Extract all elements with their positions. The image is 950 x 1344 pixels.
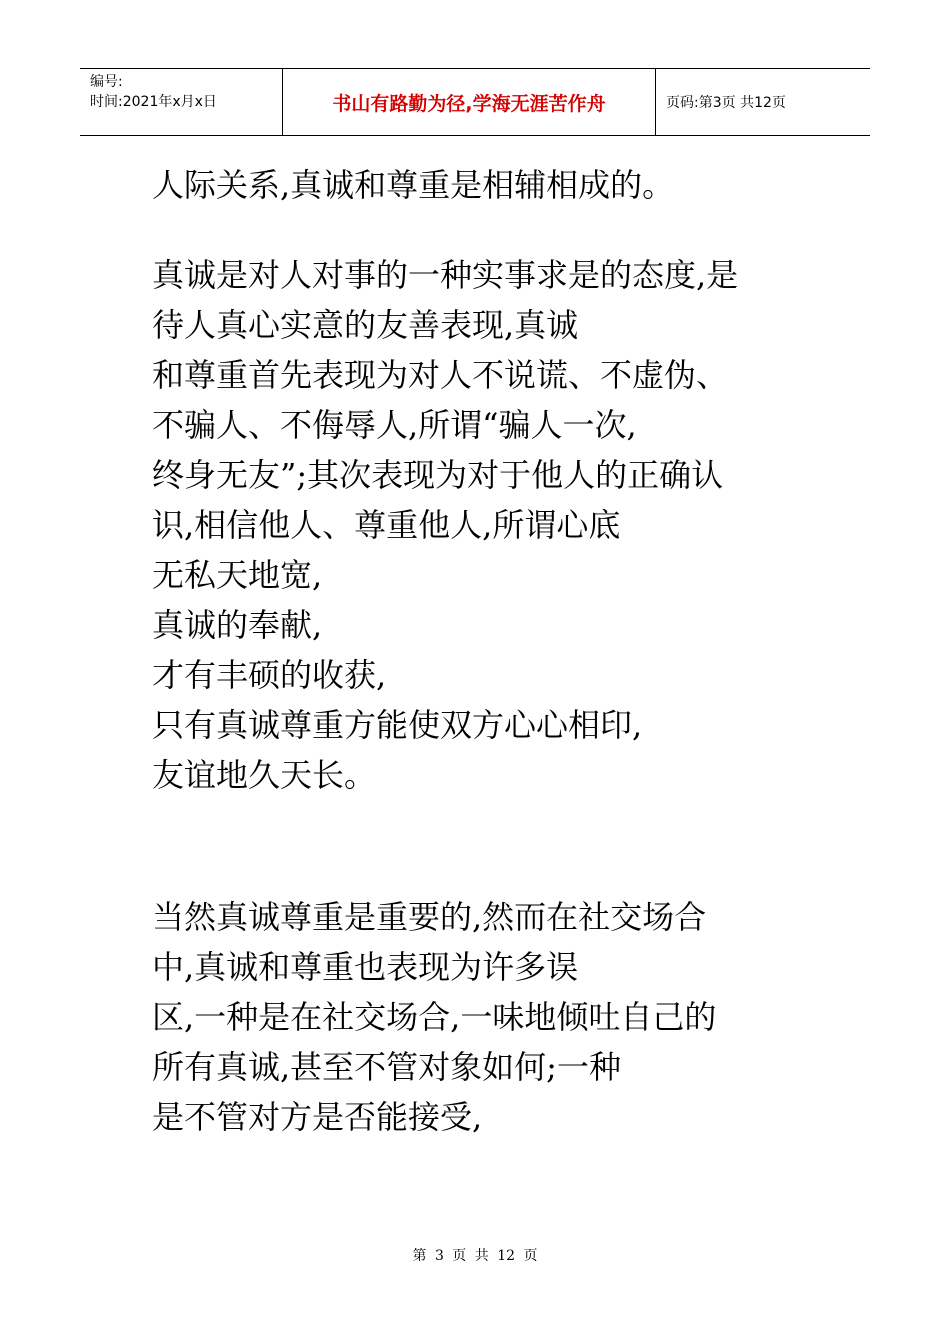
text-line: 待人真心实意的友善表现,真诚 [152, 306, 579, 344]
text-line: 不骗人、不侮辱人,所谓“骗人一次, [152, 406, 637, 444]
text-line: 真诚的奉献, [152, 606, 323, 644]
header-motto: 书山有路勤为径,学海无涯苦作舟 [282, 69, 656, 135]
text-line: 友谊地久天长。 [152, 756, 377, 794]
header-page-info: 页码:第3页 共12页 [666, 95, 786, 111]
time-label: 时间:2021年x月x日 [90, 94, 217, 110]
text-line: 只有真诚尊重方能使双方心心相印, [152, 706, 643, 744]
text-line: 识,相信他人、尊重他人,所谓心底 [152, 506, 621, 544]
text-line: 终身无友”;其次表现为对于他人的正确认 [152, 456, 724, 494]
text-line: 真诚是对人对事的一种实事求是的态度,是 [152, 256, 739, 294]
text-line: 中,真诚和尊重也表现为许多误 [152, 948, 579, 986]
text-line: 无私天地宽, [152, 556, 323, 594]
text-line: 是不管对方是否能接受, [152, 1098, 483, 1136]
header-meta [80, 69, 282, 135]
page-footer: 第 3 页 共 12 页 [412, 1248, 538, 1264]
paragraph-3 [152, 892, 812, 1142]
text-line: 当然真诚尊重是重要的,然而在社交场合 [152, 898, 707, 936]
text-line: 才有丰硕的收获, [152, 656, 387, 694]
paragraph-2 [152, 250, 812, 800]
document-header [80, 68, 870, 136]
document-body [152, 160, 812, 1142]
text-line: 和尊重首先表现为对人不说谎、不虚伪、 [152, 356, 729, 394]
code-label: 编号: [90, 74, 123, 90]
paragraph-1 [152, 160, 812, 210]
text-line: 所有真诚,甚至不管对象如何;一种 [152, 1048, 621, 1086]
text-line: 人际关系,真诚和尊重是相辅相成的。 [152, 166, 675, 204]
text-line: 区,一种是在社交场合,一味地倾吐自己的 [152, 998, 717, 1036]
